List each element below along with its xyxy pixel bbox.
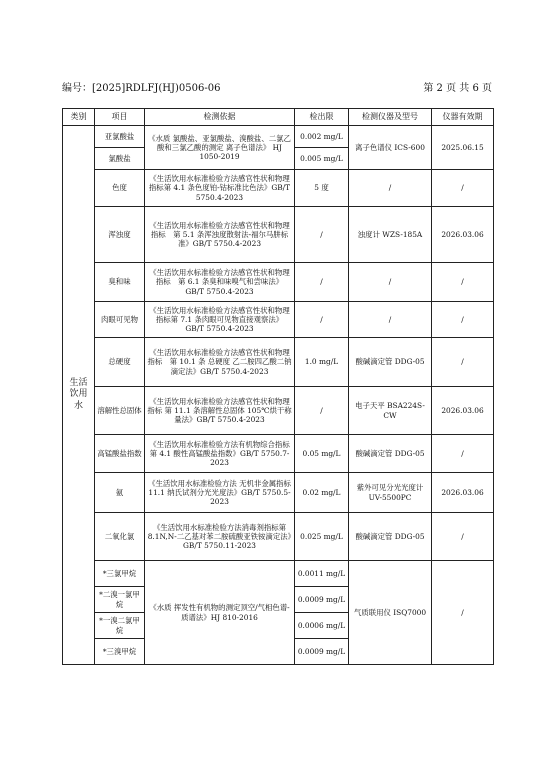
item-cell: 氨 xyxy=(95,473,145,513)
table-row xyxy=(63,473,494,513)
column-header-category: 类别 xyxy=(63,109,95,126)
limit-cell: 0.0011 mg/L xyxy=(295,561,349,587)
table-row xyxy=(63,302,494,338)
instrument-cell: 电子天平 BSA224S-CW xyxy=(349,387,432,435)
expiry-cell: / xyxy=(432,513,494,561)
item-cell: 肉眼可见物 xyxy=(95,302,145,338)
expiry-cell: / xyxy=(432,263,494,302)
expiry-cell: / xyxy=(432,170,494,207)
limit-cell: 0.0009 mg/L xyxy=(295,587,349,613)
instrument-cell: 气质联用仪 ISQ7000 xyxy=(349,561,432,665)
item-cell: *二溴一氯甲烷 xyxy=(95,587,145,613)
instrument-cell: / xyxy=(349,302,432,338)
expiry-cell: 2025.06.15 xyxy=(432,126,494,170)
expiry-cell: / xyxy=(432,338,494,387)
instrument-cell: / xyxy=(349,263,432,302)
page-header xyxy=(62,79,492,93)
table-row xyxy=(63,207,494,263)
column-header-item: 项目 xyxy=(95,109,145,126)
table-row xyxy=(63,338,494,387)
item-cell: 总硬度 xyxy=(95,338,145,387)
instrument-cell: 离子色谱仪 ICS-600 xyxy=(349,126,432,170)
test-basis-table xyxy=(62,108,494,665)
item-cell: 臭和味 xyxy=(95,263,145,302)
item-cell: *一溴二氯甲烷 xyxy=(95,613,145,639)
expiry-cell: / xyxy=(432,435,494,473)
item-cell: 亚氯酸盐 xyxy=(95,126,145,148)
expiry-cell: / xyxy=(432,561,494,665)
limit-cell: 0.0009 mg/L xyxy=(295,639,349,665)
item-cell: 氯酸盐 xyxy=(95,148,145,170)
limit-cell: 0.02 mg/L xyxy=(295,473,349,513)
table-row xyxy=(63,126,494,148)
item-cell: *三氯甲烷 xyxy=(95,561,145,587)
limit-cell: 0.05 mg/L xyxy=(295,435,349,473)
item-cell: 浑浊度 xyxy=(95,207,145,263)
instrument-cell: 浊度计 WZS-185A xyxy=(349,207,432,263)
column-header-basis: 检测依据 xyxy=(145,109,295,126)
table-row xyxy=(63,561,494,587)
instrument-cell: 酸碱滴定管 DDG-05 xyxy=(349,338,432,387)
instrument-cell: 酸碱滴定管 DDG-05 xyxy=(349,435,432,473)
item-cell: 二氧化氯 xyxy=(95,513,145,561)
limit-cell: 5 度 xyxy=(295,170,349,207)
basis-cell: 《水质 挥发性有机物的测定顶空/气相色谱-质谱法》HJ 810-2016 xyxy=(145,561,295,665)
report-number: 编号：[2025]RDLFJ(HJ)0506-06 xyxy=(62,83,221,94)
basis-cell: 《生活饮用水标准检验方法感官性状和物理指标 第 11.1 条溶解性总固体 105℃烘干称量法》GB/T 5750.4-2023 xyxy=(145,387,295,435)
basis-cell: 《生活饮用水标准检验方法感官性状和物理指标 第 5.1 条浑浊度散射法-福尔马肼标准》GB/T 5750.4-2023 xyxy=(145,207,295,263)
limit-cell: 0.025 mg/L xyxy=(295,513,349,561)
item-cell: 溶解性总固体 xyxy=(95,387,145,435)
basis-cell: 《生活饮用水标准检验方法消毒剂指标第 8.1N,N-二乙基对苯二胺硫酸亚铁铵滴定法》GB/T 5750.11-2023 xyxy=(145,513,295,561)
item-cell: *三溴甲烷 xyxy=(95,639,145,665)
basis-cell: 《水质 氯酸盐、亚氯酸盐、溴酸盐、二氯乙酸和三氯乙酸的测定 离子色谱法》 HJ 1050-2019 xyxy=(145,126,295,170)
expiry-cell: 2026.03.06 xyxy=(432,387,494,435)
limit-cell: / xyxy=(295,302,349,338)
limit-cell: 1.0 mg/L xyxy=(295,338,349,387)
table-row xyxy=(63,435,494,473)
basis-cell: 《生活饮用水标准检验方法感官性状和物理指标 第 6.1 条臭和味嗅气和尝味法》GB/T 5750.4-2023 xyxy=(145,263,295,302)
basis-cell: 《生活饮用水标准检验方法感官性状和物理指标第 7.1 条肉眼可见物直接观察法》GB/T 5750.4-2023 xyxy=(145,302,295,338)
page-number: 第 2 页 共 6 页 xyxy=(423,83,492,94)
table-row xyxy=(63,513,494,561)
table-row xyxy=(63,170,494,207)
instrument-cell: / xyxy=(349,170,432,207)
column-header-instrument: 检测仪器及型号 xyxy=(349,109,432,126)
item-cell: 色度 xyxy=(95,170,145,207)
basis-cell: 《生活饮用水标准检验方法感官性状和物理指标 第 10.1 条 总硬度 乙二胺四乙酸二钠滴定法》GB/T 5750.4-2023 xyxy=(145,338,295,387)
limit-cell: 0.0006 mg/L xyxy=(295,613,349,639)
column-header-limit: 检出限 xyxy=(295,109,349,126)
limit-cell: / xyxy=(295,387,349,435)
item-cell: 高锰酸盐指数 xyxy=(95,435,145,473)
limit-cell: / xyxy=(295,207,349,263)
column-header-expiry: 仪器有效期 xyxy=(432,109,494,126)
limit-cell: 0.005 mg/L xyxy=(295,148,349,170)
expiry-cell: 2026.03.06 xyxy=(432,207,494,263)
table-header-row xyxy=(63,109,494,126)
instrument-cell: 紫外可见分光光度计 UV-5500PC xyxy=(349,473,432,513)
limit-cell: 0.002 mg/L xyxy=(295,126,349,148)
table-row xyxy=(63,263,494,302)
table-row xyxy=(63,387,494,435)
expiry-cell: / xyxy=(432,302,494,338)
basis-cell: 《生活饮用水标准检验方法感官性状和物理指标第 4.1 条色度铂-钴标准比色法》GB/T 5750.4-2023 xyxy=(145,170,295,207)
expiry-cell: 2026.03.06 xyxy=(432,473,494,513)
basis-cell: 《生活饮用水标准检验方法 无机非金属指标 11.1 纳氏试剂分光光度法》GB/T 5750.5-2023 xyxy=(145,473,295,513)
limit-cell: / xyxy=(295,263,349,302)
basis-cell: 《生活饮用水标准检验方法有机物综合指标第 4.1 酸性高锰酸盐指数》GB/T 5750.7-2023 xyxy=(145,435,295,473)
instrument-cell: 酸碱滴定管 DDG-05 xyxy=(349,513,432,561)
category-cell: 生活饮用水 xyxy=(63,126,95,665)
